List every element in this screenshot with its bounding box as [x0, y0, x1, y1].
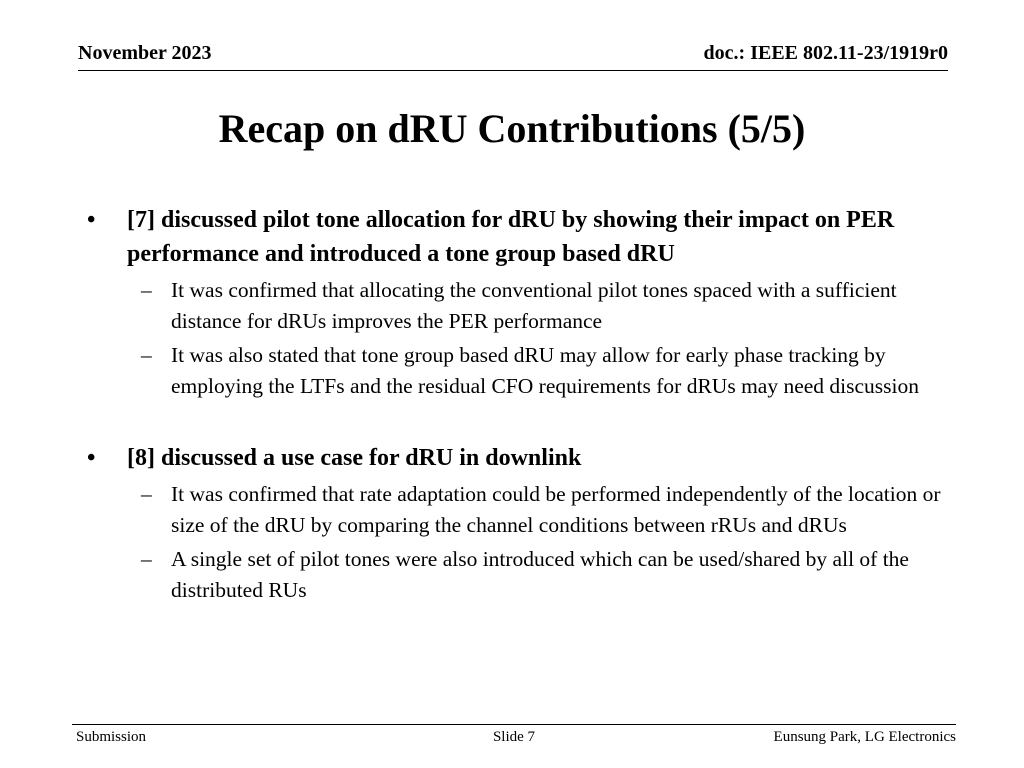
- slide-header: [78, 40, 948, 71]
- bullet-item: [85, 441, 955, 475]
- sub-bullet-marker: –: [141, 278, 152, 302]
- slide-body: [85, 203, 955, 605]
- sub-bullet-marker: –: [141, 482, 152, 506]
- header-date: November 2023: [78, 42, 212, 64]
- footer-author: Eunsung Park, LG Electronics: [773, 729, 956, 745]
- sub-bullet-item: [85, 479, 955, 540]
- slide-title: Recap on dRU Contributions (5/5): [218, 106, 806, 151]
- sub-bullet-text: It was confirmed that rate adaptation could be performed independently of the location or size of the dRU by comparing the channel conditions between rRUs and dRUs: [171, 482, 941, 537]
- sub-bullet-text: It was confirmed that allocating the conventional pilot tones spaced with a sufficient distance for dRUs improves the PER performance: [171, 278, 897, 333]
- sub-bullet-text: A single set of pilot tones were also introduced which can be used/shared by all of the distributed RUs: [171, 547, 909, 602]
- slide-footer: [72, 724, 956, 749]
- sub-bullet-marker: –: [141, 547, 152, 571]
- bullet-item: [85, 203, 955, 271]
- bullet-text: [8] discussed a use case for dRU in downlink: [127, 445, 582, 471]
- sub-bullet-text: It was also stated that tone group based dRU may allow for early phase tracking by employing the LTFs and the residual CFO requirements for dRUs may need discussion: [171, 343, 920, 398]
- header-doc-id: doc.: IEEE 802.11-23/1919r0: [703, 42, 948, 64]
- bullet-marker: •: [87, 207, 96, 233]
- sub-bullet-item: [85, 275, 955, 336]
- sub-bullet-marker: –: [141, 343, 152, 367]
- spacer: [85, 401, 955, 441]
- sub-bullet-item: [85, 544, 955, 605]
- sub-bullet-item: [85, 340, 955, 401]
- footer-submission: Submission: [76, 729, 147, 745]
- bullet-marker: •: [87, 445, 96, 471]
- bullet-text: [7] discussed pilot tone allocation for dRU by showing their impact on PER performance and introduced a tone group based dRU: [127, 207, 895, 267]
- footer-slide-number: Slide 7: [492, 729, 536, 745]
